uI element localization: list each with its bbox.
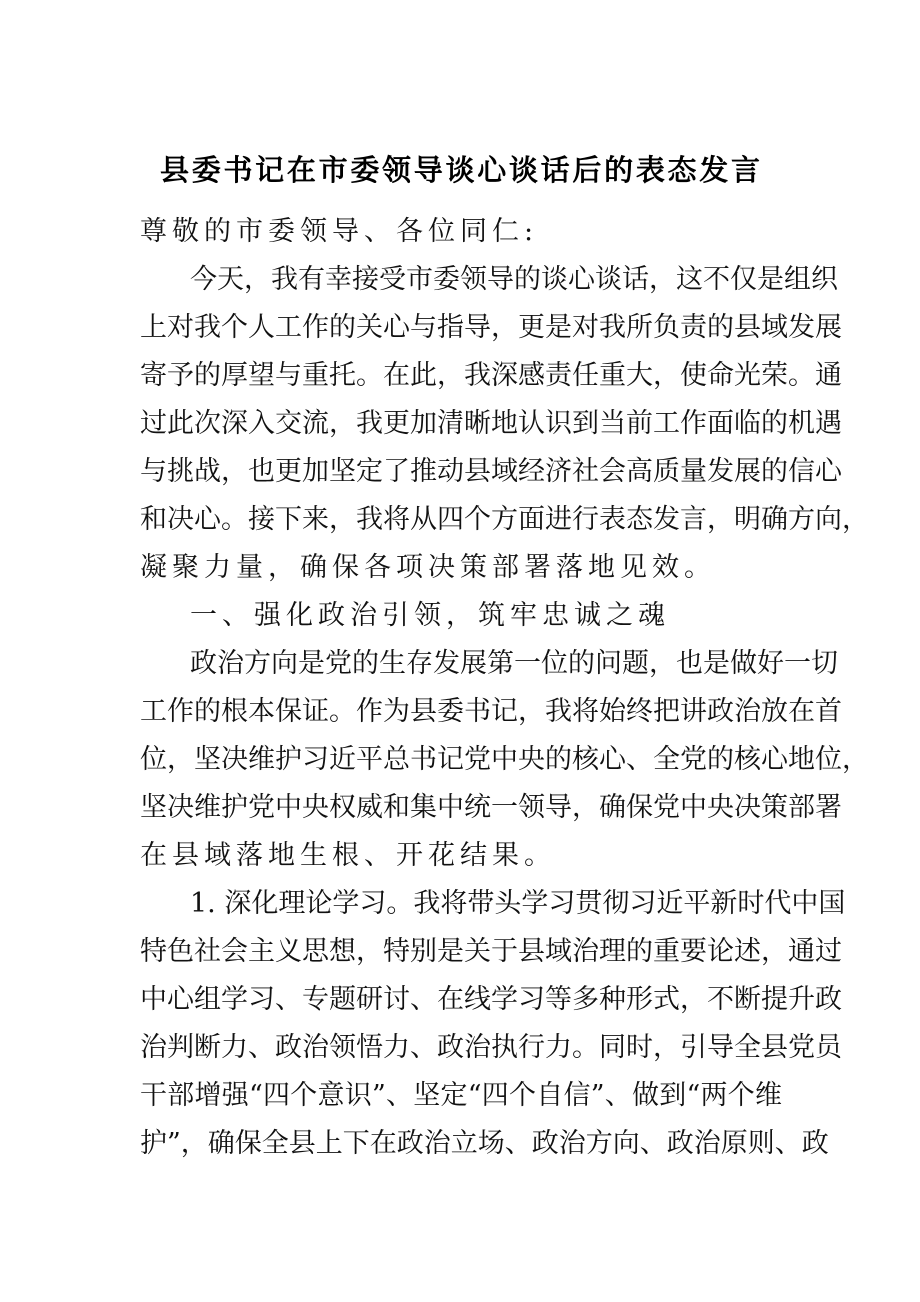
paragraph-line: 工作的根本保证。作为县委书记，我将始终把讲政治放在首 xyxy=(140,696,842,727)
paragraph-line: 1. 深化理论学习。我将带头学习贯彻习近平新时代中国 xyxy=(190,888,846,919)
paragraph-line: 在县域落地生根、开花结果。 xyxy=(140,840,556,871)
paragraph-line: 位，坚决维护习近平总书记党中央的核心、全党的核心地位， xyxy=(140,744,869,775)
paragraph-line: 特色社会主义思想，特别是关于县域治理的重要论述，通过 xyxy=(140,936,842,967)
item1-paragraph xyxy=(140,880,846,1168)
section1-paragraph xyxy=(140,640,869,880)
salutation: 尊敬的市委领导、各位同仁: xyxy=(140,216,539,247)
paragraph-line: 治判断力、政治领悟力、政治执行力。同时，引导全县党员 xyxy=(140,1032,842,1063)
paragraph-line: 寄予的厚望与重托。在此，我深感责任重大，使命光荣。通 xyxy=(140,360,842,391)
paragraph-line: 过此次深入交流，我更加清晰地认识到当前工作面临的机遇 xyxy=(140,408,842,439)
section-heading: 一、强化政治引领，筑牢忠诚之魂 xyxy=(190,600,670,631)
paragraph-line: 中心组学习、专题研讨、在线学习等多种形式，不断提升政 xyxy=(140,984,842,1015)
intro-paragraph xyxy=(140,256,869,592)
paragraph-line: 今天，我有幸接受市委领导的谈心谈话，这不仅是组织 xyxy=(190,264,838,295)
paragraph-line: 政治方向是党的生存发展第一位的问题，也是做好一切 xyxy=(190,648,838,679)
paragraph-line: 和决心。接下来，我将从四个方面进行表态发言，明确方向， xyxy=(140,504,869,535)
paragraph-line: 坚决维护党中央权威和集中统一领导，确保党中央决策部署 xyxy=(140,792,842,823)
document-body xyxy=(140,208,869,1168)
paragraph-line: 凝聚力量，确保各项决策部署落地见效。 xyxy=(140,552,716,583)
paragraph-line: 上对我个人工作的关心与指导，更是对我所负责的县域发展 xyxy=(140,312,842,343)
paragraph-line: 与挑战，也更加坚定了推动县域经济社会高质量发展的信心 xyxy=(140,456,842,487)
document-title: 县委书记在市委领导谈心谈话后的表态发言 xyxy=(160,153,760,187)
paragraph-line: 干部增强“四个意识”、坚定“四个自信”、做到“两个维 xyxy=(140,1080,782,1111)
paragraph-line: 护”，确保全县上下在政治立场、政治方向、政治原则、政 xyxy=(140,1128,829,1159)
